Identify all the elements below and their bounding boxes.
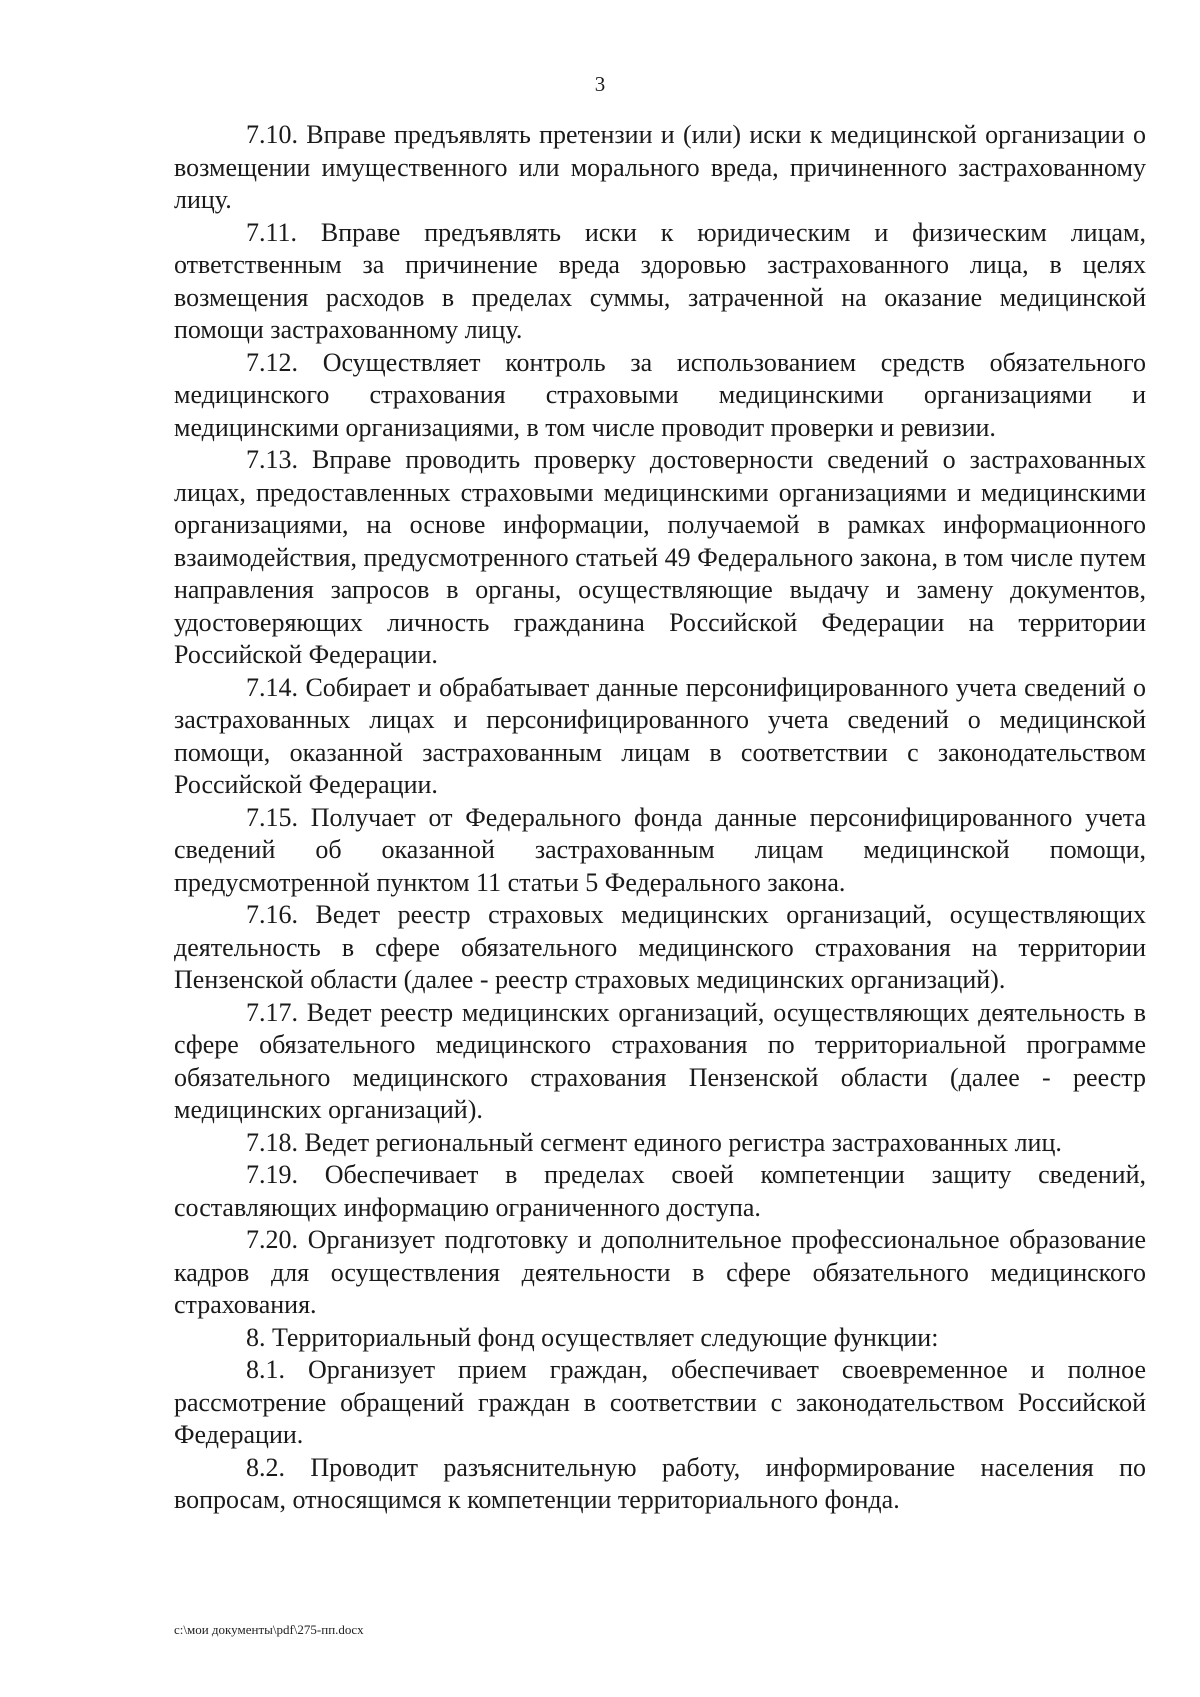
document-body xyxy=(174,119,1146,1517)
paragraph-7-18: 7.18. Ведет региональный сегмент единого регистра застрахованных лиц. xyxy=(246,1127,1062,1157)
paragraph-7-16: 7.16. Ведет реестр страховых медицинских организаций, осуществляющих деятельность в сфере обязательного медицинского страхования на территории Пензенской области (далее - реестр страховых медицинских организаций). xyxy=(174,900,1146,994)
paragraph-8-2: 8.2. Проводит разъяснительную работу, информирование населения по вопросам, относящимся к компетенции территориального фонда. xyxy=(174,1452,1146,1514)
footer-file-path: c:\мои документы\pdf\275-пп.docx xyxy=(174,1622,364,1637)
paragraph-8-1: 8.1. Организует прием граждан, обеспечивает своевременное и полное рассмотрение обращений граждан в соответствии с законодательством Российской Федерации. xyxy=(174,1355,1146,1449)
paragraph-7-20: 7.20. Организует подготовку и дополнительное профессиональное образование кадров для осуществления деятельности в сфере обязательного медицинского страхования. xyxy=(174,1225,1146,1319)
page-number: 3 xyxy=(594,72,606,96)
paragraph-8: 8. Территориальный фонд осуществляет следующие функции: xyxy=(246,1322,939,1352)
paragraph-7-13: 7.13. Вправе проводить проверку достоверности сведений о застрахованных лицах, предоставленных страховыми медицинскими организациями и медицинскими организациями, на основе информации, получаемой в рамках информационного взаимодействия, предусмотренного статьей 49 Федерального закона, в том числе путем направления запросов в органы, осуществляющие выдачу и замену документов, удостоверяющих личность гражданина Российской Федерации на территории Российской Федерации. xyxy=(174,445,1146,669)
paragraph-7-10: 7.10. Вправе предъявлять претензии и (или) иски к медицинской организации о возмещении имущественного или морального вреда, причиненного застрахованному лицу. xyxy=(174,120,1146,214)
paragraph-7-17: 7.17. Ведет реестр медицинских организаций, осуществляющих деятельность в сфере обязательного медицинского страхования по территориальной программе обязательного медицинского страхования Пензенской области (далее - реестр медицинских организаций). xyxy=(174,997,1146,1124)
paragraph-7-12: 7.12. Осуществляет контроль за использованием средств обязательного медицинского страхования страховыми медицинскими организациями и медицинскими организациями, в том числе проводит проверки и ревизии. xyxy=(174,347,1146,442)
paragraph-7-15: 7.15. Получает от Федерального фонда данные персонифицированного учета сведений об оказанной застрахованным лицам медицинской помощи, предусмотренной пунктом 11 статьи 5 Федерального закона. xyxy=(174,802,1146,897)
paragraph-7-14: 7.14. Собирает и обрабатывает данные персонифицированного учета сведений о застрахованных лицах и персонифицированного учета сведений о медицинской помощи, оказанной застрахованным лицам в соответствии с законодательством Российской Федерации. xyxy=(174,672,1146,799)
paragraph-7-19: 7.19. Обеспечивает в пределах своей компетенции защиту сведений, составляющих информацию ограниченного доступа. xyxy=(174,1160,1146,1222)
paragraph-7-11: 7.11. Вправе предъявлять иски к юридическим и физическим лицам, ответственным за причинение вреда здоровью застрахованного лица, в целях возмещения расходов в пределах суммы, затраченной на оказание медицинской помощи застрахованному лицу. xyxy=(174,217,1146,344)
